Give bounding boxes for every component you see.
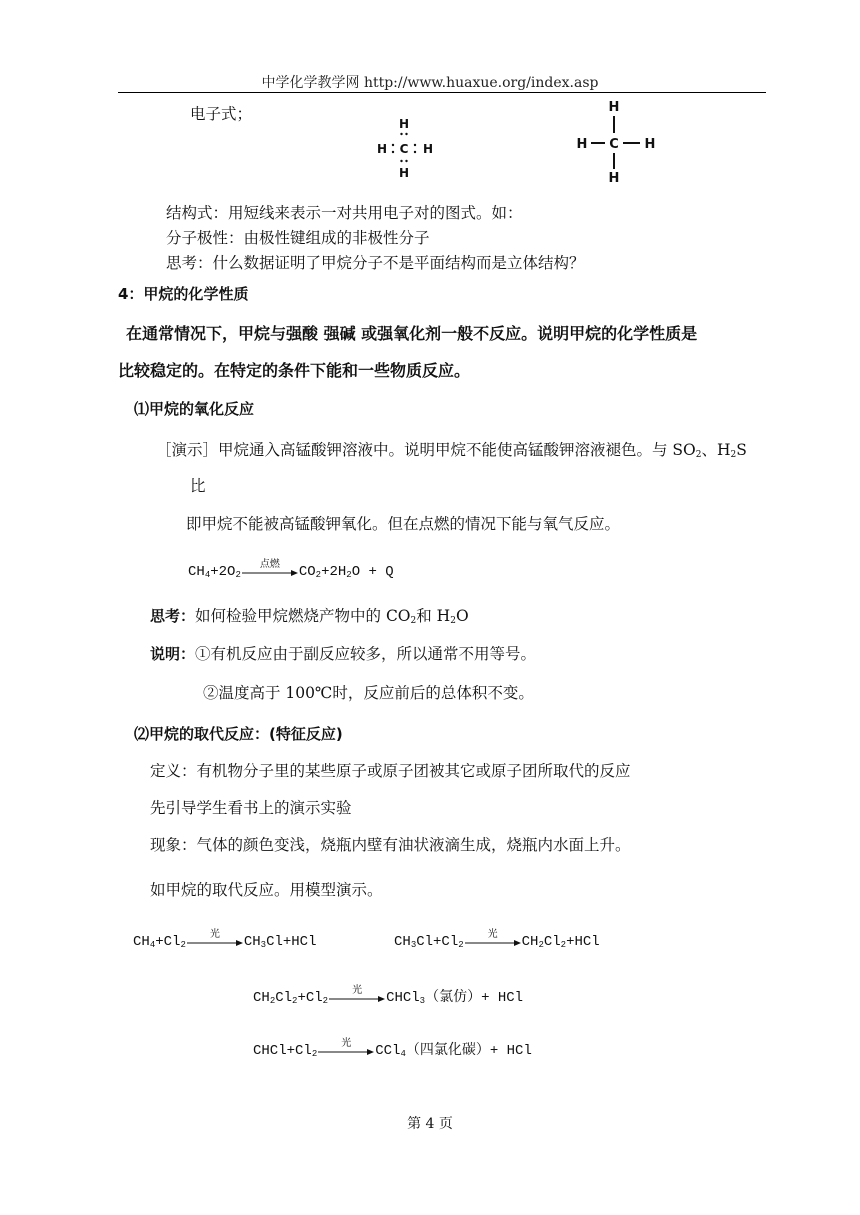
reaction-arrow: 点燃 [242, 564, 298, 578]
section-heading-4: 4：甲烷的化学性质 [118, 285, 249, 303]
demo-line-2: 比 [190, 477, 206, 495]
substitution-equation-1: $CH_4+Cl_2$ 光 $CH_3Cl+HCl$ [133, 929, 317, 950]
struct-h-top: H [608, 100, 620, 115]
note-line-1: 说明：①有机反应由于副反应较多，所以通常不用等号。 [150, 645, 537, 663]
structural-formula-text: 结构式：用短线来表示一对共用电子对的图式。如： [166, 204, 523, 222]
lewis-h-left: H [376, 142, 388, 156]
subheading-substitution: ⑵甲烷的取代反应：(特征反应) [134, 725, 343, 743]
example-text: 如甲烷的取代反应。用模型演示。 [150, 881, 383, 899]
demo-line-1: ［演示］甲烷通入高锰酸钾溶液中。说明甲烷不能使高锰酸钾溶液褪色。与 $SO_2$、$H_2S$ [156, 441, 747, 460]
substitution-equation-4: $CHCl+Cl_2$ 光 CCl$_4$（四氯化碳）+ HCl [253, 1038, 532, 1059]
lewis-c: C [399, 142, 409, 156]
lewis-h-bottom: H [398, 166, 410, 180]
lewis-structure-diagram [372, 115, 442, 181]
reaction-arrow: 光 [187, 934, 243, 948]
methane-lewis-structure [372, 115, 442, 181]
struct-h-bottom: H [608, 171, 620, 186]
definition-text: 定义：有机物分子里的某些原子或原子团被其它或原子团所取代的反应 [150, 762, 631, 780]
combustion-equation: $CH_4+2O_2$ 点燃 $CO_2+2H_2O + Q$ [188, 559, 394, 580]
paragraph-line-2: 比较稳定的。在特定的条件下能和一些物质反应。 [118, 361, 471, 380]
struct-c: C [609, 137, 619, 152]
subheading-oxidation: ⑴甲烷的氧化反应 [134, 400, 255, 418]
reaction-arrow: 光 [329, 990, 385, 1004]
page-number: 第 4 页 [407, 1116, 453, 1132]
methane-structural-formula [572, 98, 662, 186]
reaction-arrow: 光 [465, 934, 521, 948]
think-question-2: 思考：如何检验甲烷燃烧产物中的 $CO_2$和 $H_2O$ [150, 607, 469, 626]
reaction-arrow: 光 [318, 1043, 374, 1057]
substitution-equation-2: $CH_3Cl+Cl_2$ 光 $CH_2Cl_2+HCl$ [394, 929, 600, 950]
lewis-h-top: H [398, 117, 410, 131]
demo-line-3: 即甲烷不能被高锰酸钾氧化。但在点燃的情况下能与氧气反应。 [186, 515, 621, 533]
think-question-1: 思考：什么数据证明了甲烷分子不是平面结构而是立体结构？ [166, 254, 585, 272]
lewis-h-right: H [422, 142, 434, 156]
substitution-equation-3: $CH_2Cl_2+Cl_2$ 光 CHCl$_3$（氯仿）+ HCl [253, 985, 524, 1006]
electron-formula-label: 电子式； [190, 105, 253, 123]
polarity-text: 分子极性：由极性键组成的非极性分子 [166, 229, 430, 247]
struct-h-left: H [576, 137, 588, 152]
struct-h-right: H [644, 137, 656, 152]
guide-text: 先引导学生看书上的演示实验 [150, 799, 352, 817]
phenomenon-text: 现象：气体的颜色变浅，烧瓶内壁有油状液滴生成，烧瓶内水面上升。 [150, 836, 631, 854]
page-header: 中学化学教学网 http://www.huaxue.org/index.asp [261, 75, 599, 91]
header-rule [118, 92, 766, 93]
paragraph-line-1: 在通常情况下，甲烷与强酸 强碱 或强氧化剂一般不反应。说明甲烷的化学性质是 [126, 324, 698, 343]
note-line-2: ②温度高于 100℃时，反应前后的总体积不变。 [203, 684, 534, 702]
structural-formula-diagram [572, 98, 662, 186]
